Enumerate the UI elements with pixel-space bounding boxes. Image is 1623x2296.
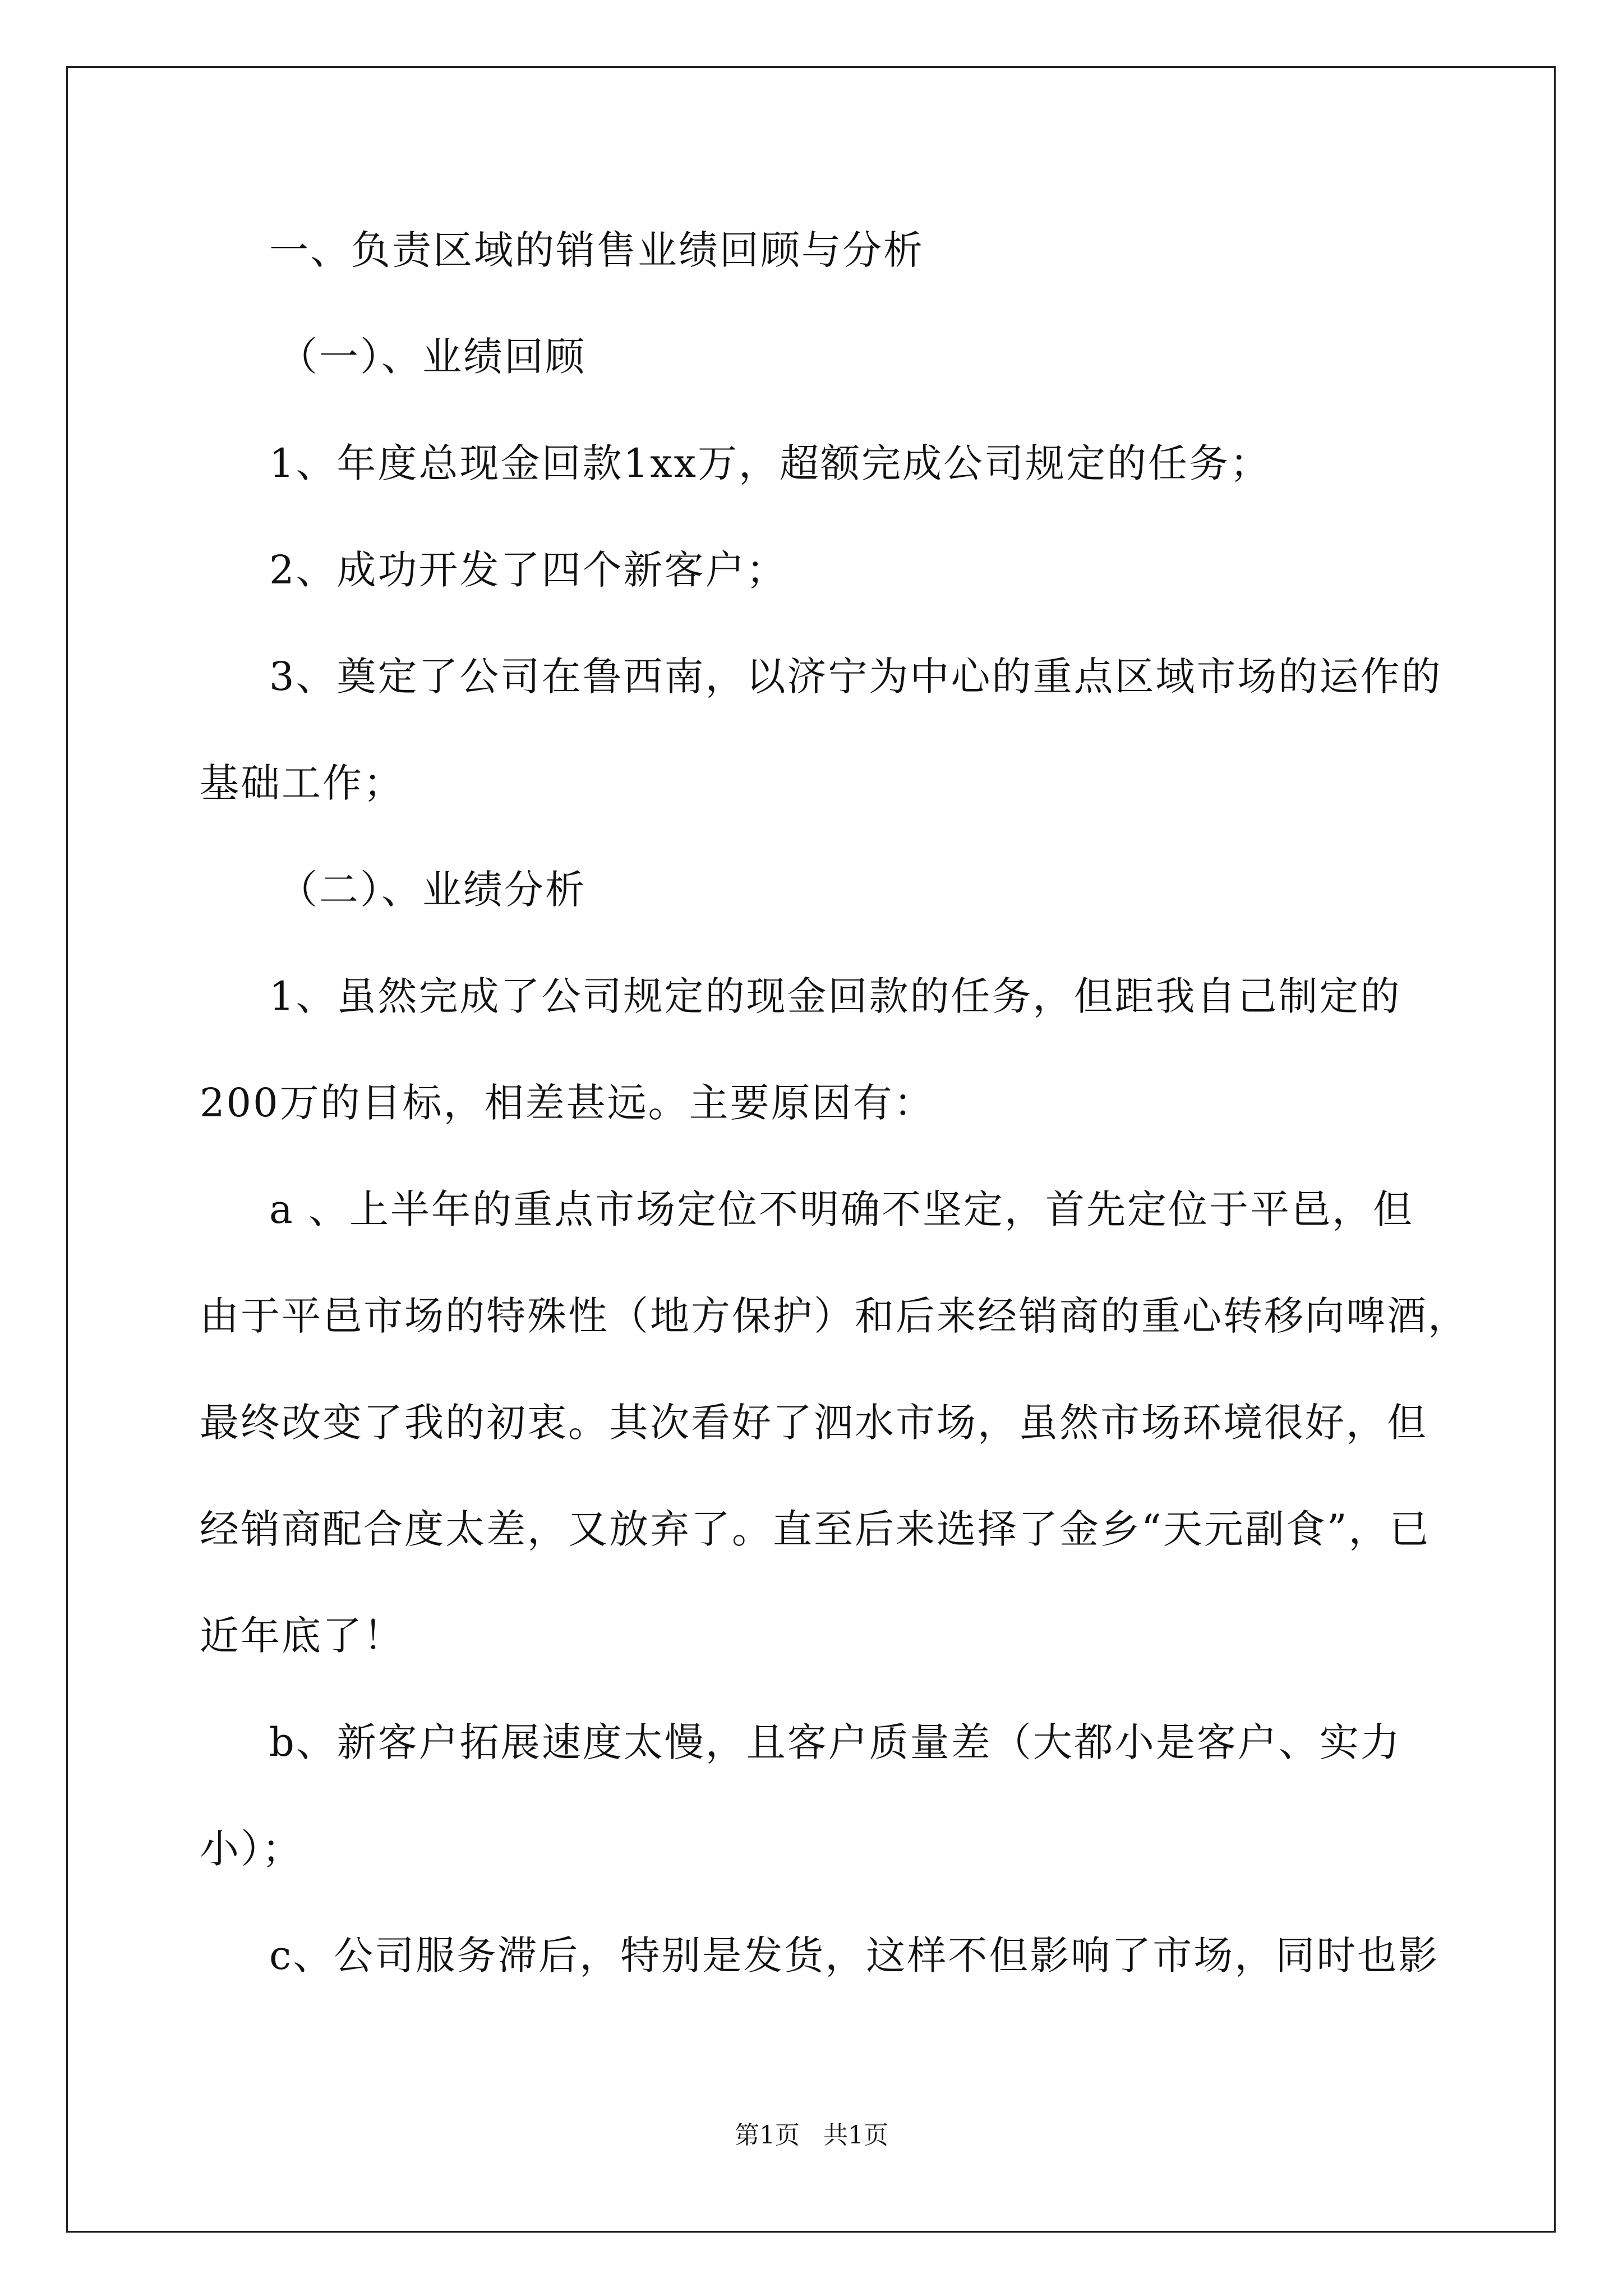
paragraph-line: a 、上半年的重点市场定位不明确不坚定，首先定位于平邑，但 bbox=[269, 1186, 1414, 1232]
page-total: 共1页 bbox=[823, 2121, 888, 2150]
subsection-heading: （二）、业绩分析 bbox=[278, 867, 586, 913]
page-number: 第1页 bbox=[735, 2121, 800, 2150]
page-border bbox=[66, 66, 1556, 2233]
paragraph-line: 3、奠定了公司在鲁西南，以济宁为中心的重点区域市场的运作的 bbox=[269, 654, 1442, 700]
paragraph-line: 2、成功开发了四个新客户； bbox=[269, 547, 787, 593]
paragraph-line: 1、虽然完成了公司规定的现金回款的任务，但距我自己制定的 bbox=[269, 973, 1401, 1019]
paragraph-line: 经销商配合度太差，又放弃了。直至后来选择了金乡“天元副食”，已 bbox=[200, 1506, 1431, 1552]
paragraph-line: 小）； bbox=[200, 1826, 303, 1872]
section-heading: 一、负责区域的销售业绩回顾与分析 bbox=[269, 227, 924, 273]
paragraph-line: 基础工作； bbox=[200, 760, 404, 806]
page-footer bbox=[0, 2115, 1623, 2151]
paragraph-line: 1、年度总现金回款1xx万，超额完成公司规定的任务； bbox=[269, 440, 1271, 486]
subsection-heading: （一）、业绩回顾 bbox=[278, 334, 586, 380]
paragraph-line: 近年底了！ bbox=[200, 1613, 404, 1659]
paragraph-line: c、公司服务滞后，特别是发货，这样不但影响了市场，同时也影 bbox=[269, 1932, 1440, 1978]
paragraph-line: b、新客户拓展速度太慢，且客户质量差（大都小是客户、实力 bbox=[269, 1719, 1401, 1765]
paragraph-line: 200万的目标，相差甚远。主要原因有： bbox=[200, 1080, 935, 1126]
paragraph-line: 最终改变了我的初衷。其次看好了泗水市场，虽然市场环境很好，但 bbox=[200, 1400, 1428, 1446]
paragraph-line: 由于平邑市场的特殊性（地方保护）和后来经销商的重心转移向啤酒， bbox=[200, 1293, 1469, 1339]
